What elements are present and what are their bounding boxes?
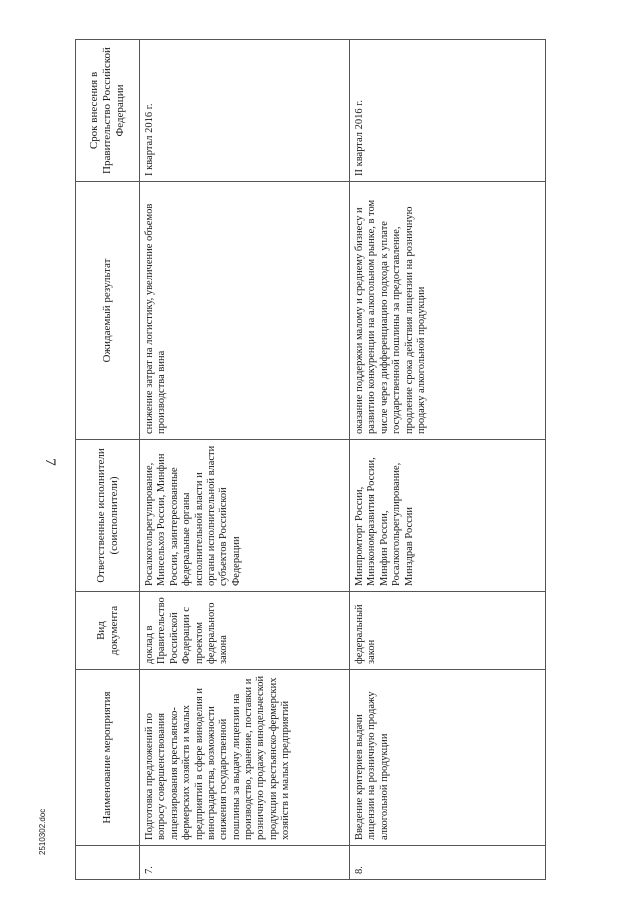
rotated-table-container [75, 40, 545, 880]
header-doc-type: Вид документа [76, 592, 140, 670]
page-number: 7 [42, 458, 58, 466]
header-deadline: Срок внесения в Правительство Российской Федерации [76, 40, 140, 182]
table-row [350, 40, 546, 880]
row-number: 7. [140, 846, 350, 880]
row-result: оказание поддержки малому и среднему бизнесу и развитию конкуренции на алкогольном рынке, в том числе через дифференциацию подхода к уплате государственной пошлины за предоставление, продление срока действия лицензии на розничную продажу алкогольной продукции [350, 182, 546, 440]
row-number: 8. [350, 846, 546, 880]
row-result: снижение затрат на логистику, увеличение объемов производства вина [140, 182, 350, 440]
header-executors: Ответственные исполнители (соисполнители) [76, 440, 140, 592]
header-name: Наименование мероприятия [76, 670, 140, 846]
header-result: Ожидаемый результат [76, 182, 140, 440]
footer-filename: 2510302.doc [38, 808, 47, 855]
row-name: Введение критериев выдачи лицензии на розничную продажу алкогольной продукции [350, 670, 546, 846]
row-executors: Минпромторг России, Минэкономразвития России, Минфин России, Росалкогольрегулирование, Минздрав России [350, 440, 546, 592]
header-number [76, 846, 140, 880]
row-deadline: I квартал 2016 г. [140, 40, 350, 182]
row-name: Подготовка предложений по вопросу совершенствования лицензирования крестьянско-фермерских хозяйств и малых предприятий в сфере виноделия и виноградарства, возможности снижения государственной пошлины за выдачу лицензии на производство, хранение, поставки и розничную продажу винодельческой продукции крестьянско-фермерских хозяйств и малых предприятий [140, 670, 350, 846]
row-doc-type: доклад в Правительство Российской Федерации с проектом федерального закона [140, 592, 350, 670]
plan-table [75, 39, 546, 880]
table-row [140, 40, 350, 880]
row-doc-type: федеральный закон [350, 592, 546, 670]
row-executors: Росалкогольрегулирование, Минсельхоз России, Минфин России, заинтересованные федеральные органы исполнительной власти и органы исполнительной власти субъектов Российской Федерации [140, 440, 350, 592]
row-deadline: II квартал 2016 г. [350, 40, 546, 182]
table-header-row [76, 40, 140, 880]
